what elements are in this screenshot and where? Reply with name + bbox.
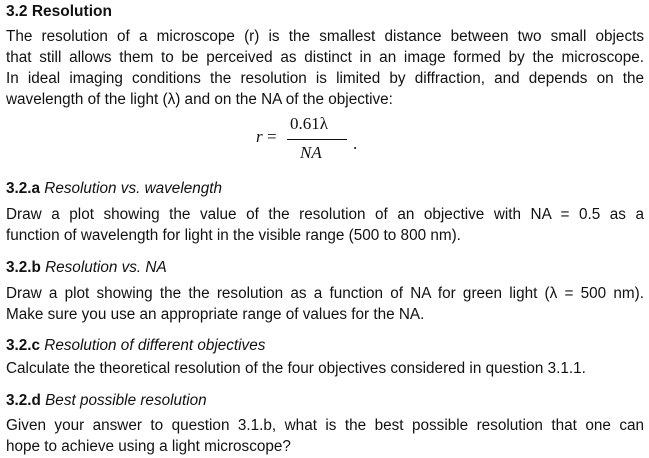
subsection-heading-a bbox=[6, 180, 222, 198]
resolution-formula bbox=[256, 112, 366, 168]
formula-denominator: NA bbox=[300, 143, 322, 162]
body-line: Make sure you use an appropriate range of values for the NA. bbox=[6, 306, 425, 323]
formula-numerator: 0.61λ bbox=[290, 114, 328, 133]
body-line: Draw a plot showing the value of the resolution of an objective with NA = 0.5 as a bbox=[6, 206, 644, 223]
subsection-number: 3.2.a bbox=[6, 180, 41, 197]
subsection-body-c bbox=[6, 358, 644, 379]
subsection-number: 3.2.b bbox=[6, 259, 41, 276]
subsection-title: Resolution of different objectives bbox=[44, 337, 266, 354]
subsection-number: 3.2.c bbox=[6, 337, 41, 354]
subsection-title: Resolution vs. wavelength bbox=[44, 180, 222, 197]
formula-terminator: . bbox=[353, 134, 358, 153]
subsection-heading-d bbox=[6, 392, 207, 410]
formula-lhs: r bbox=[256, 127, 263, 146]
body-line: Draw a plot showing the the resolution as a function of NA for green light (λ = 500 nm). bbox=[6, 285, 644, 302]
section-title: 3.2 Resolution bbox=[6, 3, 112, 20]
subsection-title: Best possible resolution bbox=[45, 392, 207, 409]
subsection-number: 3.2.d bbox=[6, 392, 41, 409]
body-line: hope to achieve using a light microscope? bbox=[6, 438, 291, 455]
subsection-body-d bbox=[6, 415, 644, 457]
intro-line: The resolution of a microscope (r) is the smallest distance between two small objects bbox=[6, 28, 644, 45]
intro-line: In ideal imaging conditions the resolution is limited by diffraction, and depends on the bbox=[6, 70, 644, 87]
intro-line: that still allows them to be perceived as distinct in an image formed by the microscope. bbox=[6, 49, 644, 66]
intro-paragraph bbox=[6, 26, 644, 110]
subsection-body-b bbox=[6, 283, 644, 325]
subsection-title: Resolution vs. NA bbox=[45, 259, 167, 276]
body-line: function of wavelength for light in the visible range (500 to 800 nm). bbox=[6, 227, 461, 244]
formula-equals: = bbox=[267, 127, 277, 146]
body-line: Given your answer to question 3.1.b, what is the best possible resolution that one can bbox=[6, 417, 644, 434]
subsection-heading-c bbox=[6, 337, 265, 355]
subsection-body-a bbox=[6, 204, 644, 246]
body-line: Calculate the theoretical resolution of the four objectives considered in question 3.1.1. bbox=[6, 360, 586, 377]
subsection-heading-b bbox=[6, 259, 167, 277]
fraction-bar bbox=[287, 139, 347, 140]
intro-line: wavelength of the light (λ) and on the NA of the objective: bbox=[6, 91, 393, 108]
